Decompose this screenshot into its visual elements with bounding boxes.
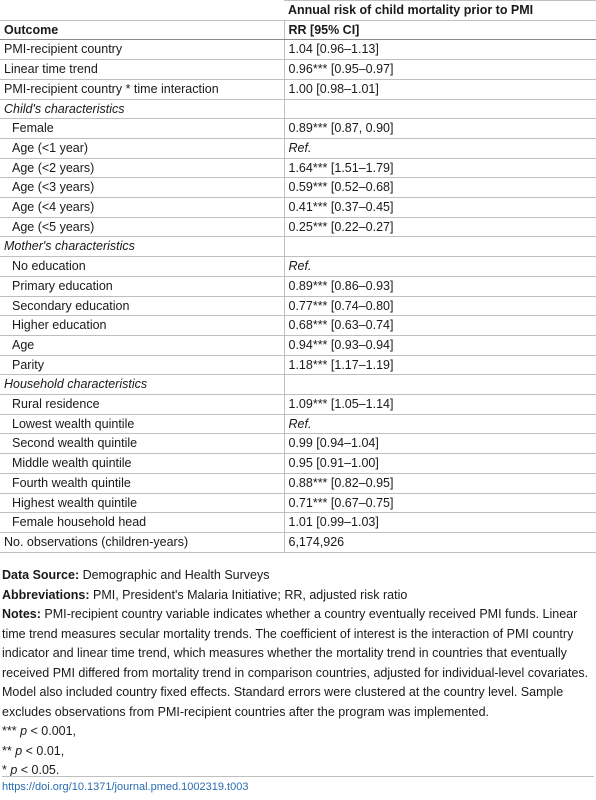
table-row [0, 375, 596, 395]
row-label: Higher education [0, 316, 284, 336]
table-row [0, 178, 596, 198]
table-row [0, 198, 596, 218]
row-label: Age (<1 year) [0, 138, 284, 158]
p2-rest: < 0.01, [22, 743, 65, 758]
row-value: 0.99 [0.94–1.04] [284, 434, 596, 454]
table-row [0, 532, 596, 552]
data-source-text: Demographic and Health Surveys [79, 568, 270, 582]
row-value: Ref. [284, 414, 596, 434]
row-value: 0.88*** [0.82–0.95] [284, 473, 596, 493]
table-row [0, 79, 596, 99]
p1-stars: *** [2, 724, 17, 738]
row-label: Second wealth quintile [0, 434, 284, 454]
row-label: Highest wealth quintile [0, 493, 284, 513]
table-body [0, 40, 596, 552]
table-row [0, 493, 596, 513]
notes-line [2, 605, 592, 722]
row-label: PMI-recipient country [0, 40, 284, 60]
table-row [0, 335, 596, 355]
table-row [0, 40, 596, 60]
row-label: Age (<2 years) [0, 158, 284, 178]
table-row [0, 237, 596, 257]
row-value [284, 99, 596, 119]
notes-label: Notes: [2, 607, 41, 621]
row-value: 0.77*** [0.74–0.80] [284, 296, 596, 316]
table-row [0, 513, 596, 533]
row-label: Lowest wealth quintile [0, 414, 284, 434]
row-label: Child's characteristics [0, 99, 284, 119]
row-value [284, 237, 596, 257]
table-row [0, 454, 596, 474]
row-label: Age [0, 335, 284, 355]
table-row [0, 138, 596, 158]
table-row [0, 395, 596, 415]
table-row [0, 99, 596, 119]
row-value: 0.89*** [0.86–0.93] [284, 276, 596, 296]
row-value: Ref. [284, 257, 596, 277]
row-value: 0.71*** [0.67–0.75] [284, 493, 596, 513]
row-value: Ref. [284, 138, 596, 158]
row-label: No. observations (children-years) [0, 532, 284, 552]
row-label: Age (<5 years) [0, 217, 284, 237]
p2-stars: ** [2, 743, 12, 758]
row-label: Rural residence [0, 395, 284, 415]
row-value: 0.41*** [0.37–0.45] [284, 198, 596, 218]
row-label: Fourth wealth quintile [0, 473, 284, 493]
p3-p: p [10, 763, 18, 777]
p1-p: p [20, 724, 28, 738]
row-value: 1.01 [0.99–1.03] [284, 513, 596, 533]
table-row [0, 158, 596, 178]
header-empty-cell [0, 1, 284, 21]
row-value: 0.95 [0.91–1.00] [284, 454, 596, 474]
row-label: Female [0, 119, 284, 139]
p3-rest: < 0.05. [17, 763, 60, 777]
table-row [0, 434, 596, 454]
row-label: Female household head [0, 513, 284, 533]
row-value: 1.00 [0.98–1.01] [284, 79, 596, 99]
row-label: Age (<3 years) [0, 178, 284, 198]
row-value: 6,174,926 [284, 532, 596, 552]
table-row [0, 473, 596, 493]
row-label: PMI-recipient country * time interaction [0, 79, 284, 99]
header-outcome: Outcome [0, 20, 284, 40]
table-row [0, 60, 596, 80]
table-row [0, 276, 596, 296]
row-label: Middle wealth quintile [0, 454, 284, 474]
table-notes [2, 566, 592, 781]
row-value: 0.59*** [0.52–0.68] [284, 178, 596, 198]
row-value: 1.09*** [1.05–1.14] [284, 395, 596, 415]
row-value: 0.25*** [0.22–0.27] [284, 217, 596, 237]
row-value: 0.94*** [0.93–0.94] [284, 335, 596, 355]
p2-p: p [15, 743, 23, 758]
row-value: 1.04 [0.96–1.13] [284, 40, 596, 60]
p1-rest: < 0.001, [27, 724, 77, 738]
table-row [0, 316, 596, 336]
row-value: 0.96*** [0.95–0.97] [284, 60, 596, 80]
row-label: Mother's characteristics [0, 237, 284, 257]
row-value [284, 375, 596, 395]
row-label: Primary education [0, 276, 284, 296]
p3-stars: * [2, 763, 7, 777]
table-row [0, 414, 596, 434]
row-label: Secondary education [0, 296, 284, 316]
p-value-note-2 [2, 742, 592, 762]
row-value: 0.89*** [0.87, 0.90] [284, 119, 596, 139]
row-label: Household characteristics [0, 375, 284, 395]
abbreviations-text: PMI, President's Malaria Initiative; RR, adjusted risk ratio [89, 587, 408, 602]
data-source-label: Data Source: [2, 568, 80, 582]
table-row [0, 217, 596, 237]
table-header-row [0, 20, 596, 40]
table-row [0, 119, 596, 139]
data-source-line [2, 566, 592, 586]
table-row [0, 257, 596, 277]
table-row [0, 296, 596, 316]
row-value: 1.18*** [1.17–1.19] [284, 355, 596, 375]
abbreviations-line [2, 586, 592, 606]
row-label: Parity [0, 355, 284, 375]
p-value-note-1 [2, 722, 592, 742]
row-label: Linear time trend [0, 60, 284, 80]
header-annual-risk: Annual risk of child mortality prior to PMI [284, 1, 596, 21]
row-value: 0.68*** [0.63–0.74] [284, 316, 596, 336]
notes-text: PMI-recipient country variable indicates whether a country eventually received PMI funds. Linear time trend measures secular mortality trends. The coefficient of interest is the interaction of PMI country indicator and linear time trend, which measures whether the mortality trend in countries that eventually received PMI differed from mortality trend in comparison countries, adjusted for individual-level covariates. Model also included country fixed effects. Standard errors were clustered at the country level. Sample excludes observations from PMI-recipient countries after the program was implemented. [2, 607, 589, 719]
header-rr: RR [95% CI] [284, 20, 596, 40]
row-label: No education [0, 257, 284, 277]
abbreviations-label: Abbreviations: [2, 587, 90, 602]
table-header-row-top [0, 1, 596, 21]
table-row [0, 355, 596, 375]
doi-link[interactable]: https://doi.org/10.1371/journal.pmed.1002319.t003 [2, 776, 594, 793]
row-value: 1.64*** [1.51–1.79] [284, 158, 596, 178]
row-label: Age (<4 years) [0, 198, 284, 218]
